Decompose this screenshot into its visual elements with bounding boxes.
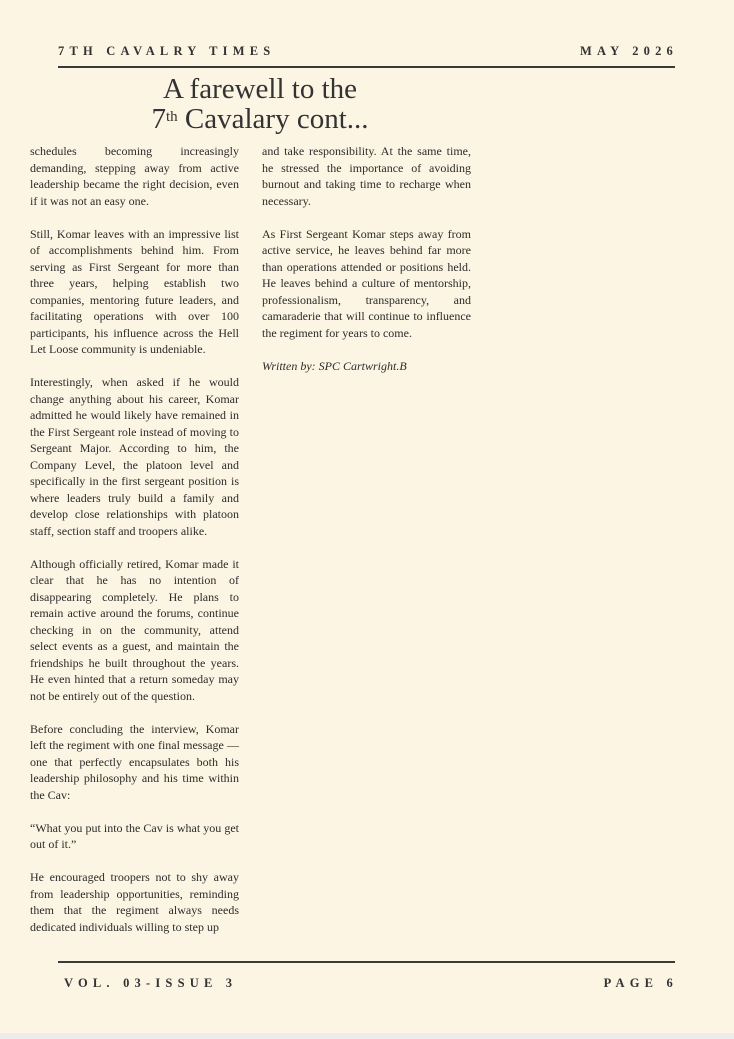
paragraph: Before concluding the interview, Komar left the regiment with one final message — one that perfectly encapsulates both his leadership philosophy and his time within the Cav: (30, 721, 239, 802)
paragraph: and take responsibility. At the same time, he stressed the importance of avoiding burnout and taking time to recharge when necessary. (262, 144, 471, 208)
paragraph: He encouraged troopers not to shy away from leadership opportunities, reminding them that the regiment always needs dedicated individuals willing to step up (30, 870, 239, 934)
paragraph: Interestingly, when asked if he would change anything about his career, Komar admitted he would likely have remained in the First Sergeant role instead of moving to Sergeant Major. According to him, the Company Level, the platoon level and specifically in the first sergeant position is where leaders truly build a family and develop close relationships with platoon staff, section staff and troopers alike. (30, 375, 239, 538)
paragraph: Still, Komar leaves with an impressive list of accomplishments behind him. From serving as First Sergeant for more than three years, helping establish two companies, mentoring future leaders, and facilitating operations with over 100 participants, his influence across the Hell Let Loose community is undeniable. (30, 226, 239, 356)
headline-line-2 (140, 104, 380, 134)
publication-title: 7TH CAVALRY TIMES (58, 44, 276, 58)
headline-rest: Cavalary cont... (177, 103, 369, 135)
paragraph: schedules becoming increasingly demanding, stepping away from active leadership became the right decision, even if it was not an easy one. (30, 144, 239, 208)
issue-date: MAY 2026 (580, 44, 678, 58)
article-column-left (30, 143, 239, 952)
headline-ordinal-suffix: th (165, 109, 178, 125)
article-column-right (262, 143, 471, 391)
quote-paragraph: “What you put into the Cav is what you get out of it.” (30, 820, 239, 851)
volume-issue: VOL. 03-ISSUE 3 (64, 976, 238, 990)
headline-ordinal: 7 (151, 103, 166, 135)
header-divider (58, 66, 675, 68)
page-number: PAGE 6 (603, 976, 678, 990)
article-headline (140, 74, 380, 134)
author-byline: Written by: SPC Cartwright.B (262, 358, 407, 373)
headline-line-1: A farewell to the (162, 73, 358, 105)
footer-divider (58, 961, 675, 963)
paragraph: Although officially retired, Komar made it clear that he has no intention of disappearing completely. He plans to remain active around the forums, continue checking in on the community, attend select events as a guest, and maintain the friendships he built throughout the years. He even hinted that a return someday may not be entirely out of the question. (30, 556, 239, 703)
paragraph: As First Sergeant Komar steps away from active service, he leaves behind far more than operations attended or positions held. He leaves behind a culture of mentorship, professionalism, transparency, and camaraderie that will continue to influence the regiment for years to come. (262, 226, 471, 340)
